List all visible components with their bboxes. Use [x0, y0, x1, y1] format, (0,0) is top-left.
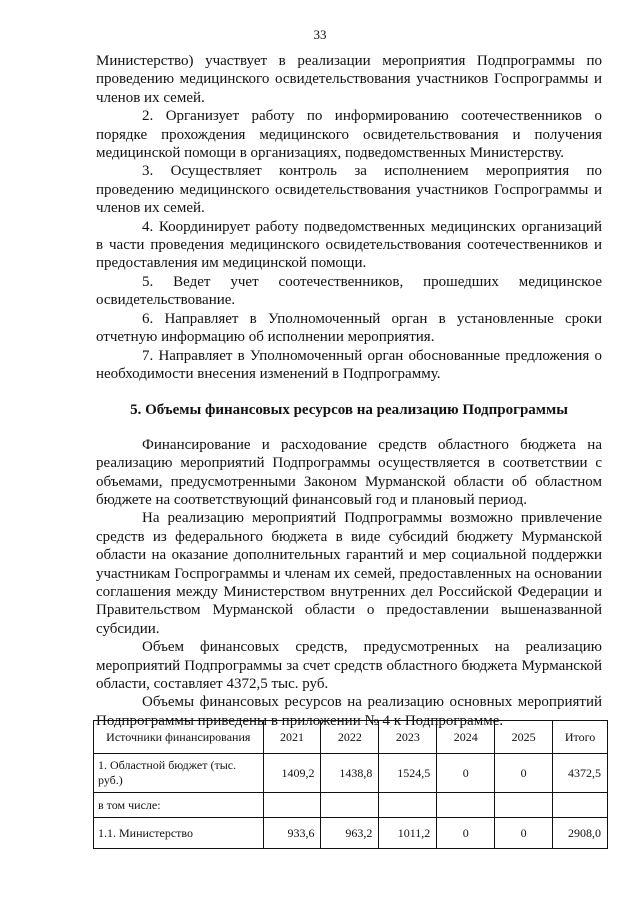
paragraph: Министерство) участвует в реализации мероприятия Подпрограммы по проведению медицинского освидетельствования участников Госпрограммы и членов их семей. [96, 53, 602, 106]
table-cell: 0 [495, 818, 553, 849]
column-header: 2023 [379, 721, 437, 754]
column-header: 2024 [437, 721, 495, 754]
table-cell [495, 793, 553, 818]
paragraph: Объемы финансовых ресурсов на реализацию основных мероприятий Подпрограммы приведены в приложении № 4 к Подпрограмме. [96, 694, 602, 729]
table-cell: 0 [495, 754, 553, 793]
table-cell: 1409,2 [263, 754, 321, 793]
paragraph: 6. Направляет в Уполномоченный орган в установленные сроки отчетную информацию об исполнении мероприятия. [96, 310, 602, 346]
table-cell: 4372,5 [553, 754, 608, 793]
paragraph: 3. Осуществляет контроль за исполнением мероприятия по проведению медицинского освидетельствования участников Госпрограммы и членов их семей. [96, 163, 602, 217]
column-header: 2021 [263, 721, 321, 754]
table-cell: 1524,5 [379, 754, 437, 793]
table-cell [553, 793, 608, 818]
row-label: в том числе: [94, 793, 264, 818]
table-cell: 1011,2 [379, 818, 437, 849]
document-body [96, 52, 602, 730]
table-cell: 1438,8 [321, 754, 379, 793]
table-header-row [94, 721, 608, 754]
table-cell: 933,6 [263, 818, 321, 849]
table-cell: 963,2 [321, 818, 379, 849]
paragraph: На реализацию мероприятий Подпрограммы возможно привлечение средств из федерального бюджета в виде субсидий бюджету Мурманской области на оказание дополнительных гарантий и мер социальной поддержки участникам Госпрограммы и членам их семей, предоставленных на основании соглашения между Министерством внутренних дел Российской Федерации и Правительством Мурманской области о предоставлении вышеназванной субсидии. [96, 510, 602, 637]
paragraph: 2. Организует работу по информированию соотечественников о порядке прохождения медицинского освидетельствования и получения медицинской помощи в организациях, подведомственных Министерству. [96, 108, 602, 162]
paragraph: Финансирование и расходование средств областного бюджета на реализацию мероприятий Подпрограммы осуществляется в соответствии с объемами, предусмотренными Законом Мурманской области об областном бюджете на соответствующий финансовый год и плановый период. [96, 436, 602, 508]
table-row [94, 818, 608, 849]
row-label: 1.1. Министерство [94, 818, 264, 849]
paragraph: Объем финансовых средств, предусмотренных на реализацию мероприятий Подпрограммы за счет средств областного бюджета Мурманской области, составляет 4372,5 тыс. руб. [96, 639, 602, 692]
table-row [94, 754, 608, 793]
column-header: Источники финансирования [94, 721, 264, 754]
table-cell [437, 793, 495, 818]
column-header: Итого [553, 721, 608, 754]
table-cell [321, 793, 379, 818]
page-number: 33 [313, 27, 327, 42]
table-cell [263, 793, 321, 818]
paragraph: 5. Ведет учет соотечественников, прошедших медицинское освидетельствование. [96, 273, 602, 309]
table-cell: 0 [437, 818, 495, 849]
table-cell [379, 793, 437, 818]
row-label: 1. Областной бюджет (тыс. руб.) [94, 754, 264, 793]
table-row [94, 793, 608, 818]
column-header: 2022 [321, 721, 379, 754]
paragraph: 4. Координирует работу подведомственных медицинских организаций в части проведения медицинского освидетельствования соотечественников и предоставления им медицинской помощи. [96, 218, 602, 272]
financing-table [93, 720, 608, 849]
table-cell: 0 [437, 754, 495, 793]
paragraph: 7. Направляет в Уполномоченный орган обоснованные предложения о необходимости внесения изменений в Подпрограмму. [96, 347, 602, 382]
table-cell: 2908,0 [553, 818, 608, 849]
section-heading: 5. Объемы финансовых ресурсов на реализацию Подпрограммы [130, 402, 568, 419]
column-header: 2025 [495, 721, 553, 754]
